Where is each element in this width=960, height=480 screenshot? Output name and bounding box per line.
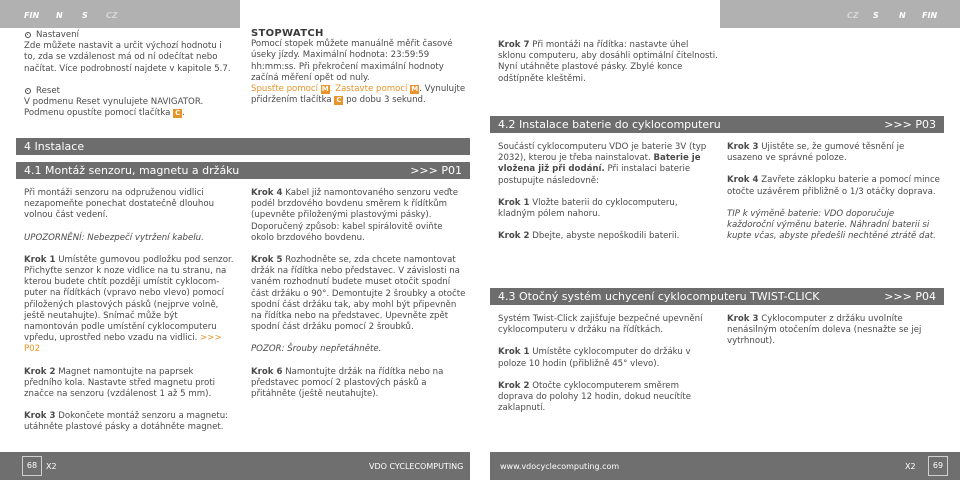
- stopwatch-text: Pomocí stopek můžete manuálně měřit časové úseky jízdy. Maximální hodnota: 23:59:59 hh:mm:ss. Při překročení maximální hodnoty začíná měření opět od nuly.: [251, 39, 453, 83]
- krok7-label: Krok 7: [498, 40, 530, 50]
- krok5-label: Krok 5: [251, 255, 283, 266]
- s42-krok1-text: Vložte baterii do cyklocomputeru, kladným pólem nahoru.: [498, 197, 678, 220]
- s42-krok2: [498, 231, 708, 242]
- s42-intro-a: Součástí cyklocomputeru VDO je baterie 3V (typ 2032), kterou je třeba nainstalovat.: [498, 142, 707, 164]
- s42-krok3-text: Ujistěte se, že gumové těsnění je usazeno ve správné poloze.: [727, 142, 905, 164]
- reset-text-2: Podmenu opustíte pomocí tlačítka: [24, 108, 171, 119]
- s42-column-2: [727, 142, 942, 253]
- lang-fin[interactable]: FIN: [922, 11, 938, 20]
- settings-heading: Nastavení: [36, 30, 80, 40]
- s42-intro: [498, 142, 708, 187]
- stopwatch-hold: přidržením tlačítka: [251, 95, 332, 106]
- lang-n[interactable]: N: [56, 11, 63, 20]
- s42-krok4-text: Zavřete záklopku baterie a pomocí mince otočte uzávěrem přibližně o 1/3 otáčky doprava.: [727, 175, 940, 197]
- s43-krok2: [498, 381, 713, 415]
- s42-krok1: [498, 198, 708, 220]
- krok1-label: Krok 1: [24, 254, 56, 265]
- s42-krok3-label: Krok 3: [727, 142, 759, 152]
- key-m-icon: M: [321, 85, 329, 94]
- s42-krok2-text: Dbejte, abyste nepoškodili baterii.: [532, 231, 680, 242]
- s43-column-1: [498, 314, 713, 425]
- section-41-heading: [16, 162, 470, 179]
- left-column-2: [251, 188, 466, 411]
- page-number-right: 69: [928, 456, 948, 476]
- s42-krok4: [727, 175, 942, 197]
- section-42-title: 4.2 Instalace baterie do cyklocomputeru: [498, 118, 721, 131]
- stopwatch-seconds: po dobu 3 sekund.: [346, 95, 426, 106]
- footer-left: [0, 452, 470, 480]
- section-43-title: 4.3 Otočný systém uchycení cyklocomputeru TWIST-CLICK: [498, 290, 820, 303]
- bullet-icon: [25, 32, 31, 38]
- reset-block: [24, 86, 234, 120]
- col2-krok4: [251, 188, 466, 244]
- krok4-text: Kabel již namontovaného senzoru veďte podél brzdového bovdenu směrem k řídítkům (upevněte přiloženými plastovými pásky). Doporučený způsob: kabel spirálovitě oviňte okolo brzdového bovdenu.: [251, 188, 458, 243]
- stopwatch-block: [251, 28, 471, 106]
- s42-tip: TIP k výměně baterie: VDO doporučuje každoroční výměnu baterie. Náhradní baterii si kupte včas, abyste předešli nechtěné ztrátě dat.: [727, 208, 936, 242]
- col1-warning: UPOZORNĚNÍ: Nebezpečí vytržení kabelu.: [24, 232, 204, 243]
- language-bar: [0, 0, 240, 28]
- lang-s[interactable]: S: [873, 11, 879, 20]
- col1-p1: Při montáži senzoru na odpruženou vidlici nezapomeňte ponechat dostatečně dlouhou volnou část vedení.: [24, 188, 215, 221]
- stopwatch-title: STOPWATCH: [251, 28, 324, 39]
- section-4-heading: [16, 138, 470, 155]
- krok3-text: Dokončete montáž senzoru a magnetu: utáhněte plastové pásky a dotáhněte magnet.: [24, 411, 229, 433]
- bullet-icon: [25, 88, 31, 94]
- reset-period: .: [182, 108, 185, 119]
- s43-column-2: [727, 314, 932, 359]
- language-bar: [720, 0, 960, 28]
- s42-krok1-label: Krok 1: [498, 197, 530, 208]
- footer-brand: VDO CYCLECOMPUTING: [369, 462, 464, 471]
- krok6-text: Namontujte držák na řídítka nebo na představec pomocí 2 plastových pásků a přitáhněte (ještě neutahujte).: [251, 366, 444, 400]
- footer-url[interactable]: www.vdocyclecomputing.com: [500, 462, 620, 471]
- col2-pozor: POZOR: Šrouby nepřetáhněte.: [251, 344, 382, 355]
- footer-model-left: X2: [46, 462, 57, 471]
- key-c-icon: C: [336, 96, 342, 105]
- stopwatch-stop: . Zastavte pomocí: [329, 84, 408, 95]
- lang-cz[interactable]: CZ: [847, 11, 859, 20]
- s43-krok2-text: Otočte cyklocomputerem směrem doprava do polohy 12 hodin, dokud neucítíte zaklapnutí.: [498, 380, 692, 414]
- footer-model-right: X2: [905, 462, 916, 471]
- s43-krok2-label: Krok 2: [498, 380, 530, 391]
- s43-krok1: [498, 347, 713, 369]
- s43-intro: Systém Twist-Click zajišťuje bezpečné upevnění cyklocomputeru v držáku na řídítkách.: [498, 314, 703, 336]
- s43-krok1-label: Krok 1: [498, 347, 530, 358]
- lang-cz[interactable]: CZ: [106, 11, 118, 20]
- col1-krok3: [24, 411, 234, 433]
- section-4-title: 4 Instalace: [24, 140, 85, 153]
- lang-n[interactable]: N: [899, 11, 906, 20]
- krok4-label: Krok 4: [251, 188, 283, 198]
- reset-heading: Reset: [36, 86, 61, 96]
- krok2-text: Magnet namontujte na paprsek předního kola. Nastavte střed magnetu proti značce na senzoru (vzdálenost 1 až 5 mm).: [24, 366, 215, 400]
- s43-krok3-label: Krok 3: [727, 314, 759, 324]
- krok7-text: Při montáži na řídítka: nastavte úhel sklonu computeru, aby dosáhli optimální čitelnosti. Nyní utáhněte plastové pásky. Zbylé konce odštípněte kleštěmi.: [498, 40, 718, 84]
- krok5-text: Rozhodněte se, zda chcete namontovat držák na řídítka nebo představec. V závislosti na vaném rozhodnutí budete muset otočit spodní část držáku o 90°. Demontujte 2 šroubky a otočte spodní část držáku tak, aby mohl být připevněn na řídítka nebo na představec. Upevněte zpět spodní část držáku pomocí 2 šroubků.: [251, 255, 466, 333]
- krok2-label: Krok 2: [24, 366, 56, 377]
- s42-krok3: [727, 142, 942, 164]
- stopwatch-reset: . Vynulujte: [419, 84, 466, 95]
- s43-krok3: [727, 314, 932, 348]
- s42-krok2-label: Krok 2: [498, 231, 530, 242]
- lang-fin[interactable]: FIN: [24, 11, 40, 20]
- col2-krok6: [251, 367, 466, 401]
- lang-s[interactable]: S: [82, 11, 88, 20]
- section-42-heading: [490, 116, 944, 133]
- right-page: [480, 0, 960, 480]
- settings-text: Zde můžete nastavit a určit výchozí hodnotu i to, zda se vzdálenost má od ní odečítat nebo načítat. Více podrobností najdete v kapitole 5.7.: [24, 41, 231, 74]
- settings-block: [24, 30, 234, 75]
- krok1-text: Umístěte gumovou podložku pod senzor. Přichyťte senzor k noze vidlice na tu stranu, na kterou budete chtít později umístit cyklocom-puter na řídítkách (vpravo nebo vlevo) pomocí přiložených plastových pásků (nejprve volně, ještě neutahujte). Snímač může být namontován podle umístění cyklocomputeru vpředu, uprostřed nebo vzadu na vidlici.: [24, 254, 234, 344]
- page-number-left: 68: [22, 456, 42, 476]
- s42-krok4-label: Krok 4: [727, 175, 759, 186]
- key-m-icon: M: [411, 85, 419, 94]
- krok3-label: Krok 3: [24, 411, 56, 422]
- s43-krok3-text: Cyklocomputer z držáku uvolníte nenásilným otočením doleva (nesnažte se jej vytrhnout).: [727, 314, 922, 347]
- krok7-block: [498, 40, 718, 85]
- col1-krok1: [24, 255, 234, 356]
- stopwatch-start: Spusťte pomocí: [251, 84, 319, 95]
- s42-column-1: [498, 142, 708, 253]
- left-column-1: [24, 188, 234, 445]
- section-43-tag[interactable]: >>> P04: [884, 290, 936, 303]
- s43-krok1-text: Umístěte cyklocomputer do držáku v poloze 10 hodin (přibližně 45° vlevo).: [498, 347, 691, 369]
- section-42-tag[interactable]: >>> P03: [884, 118, 936, 131]
- krok6-label: Krok 6: [251, 366, 283, 377]
- section-43-heading: [490, 288, 944, 305]
- key-c-icon: C: [175, 109, 181, 118]
- footer-right: [490, 452, 960, 480]
- section-41-title: 4.1 Montáž senzoru, magnetu a držáku: [24, 164, 240, 177]
- col1-krok2: [24, 367, 234, 401]
- krok1-tag[interactable]: >>> P02: [24, 333, 222, 355]
- s42-intro-b: Baterie je vložena již při dodání.: [498, 153, 701, 175]
- reset-text-1: V podmenu Reset vynulujete NAVIGATOR.: [24, 97, 204, 108]
- s42-intro-c: Při instalaci baterie postupujte následovně:: [498, 164, 691, 186]
- col2-krok5: [251, 255, 466, 333]
- section-41-tag[interactable]: >>> P01: [410, 164, 462, 177]
